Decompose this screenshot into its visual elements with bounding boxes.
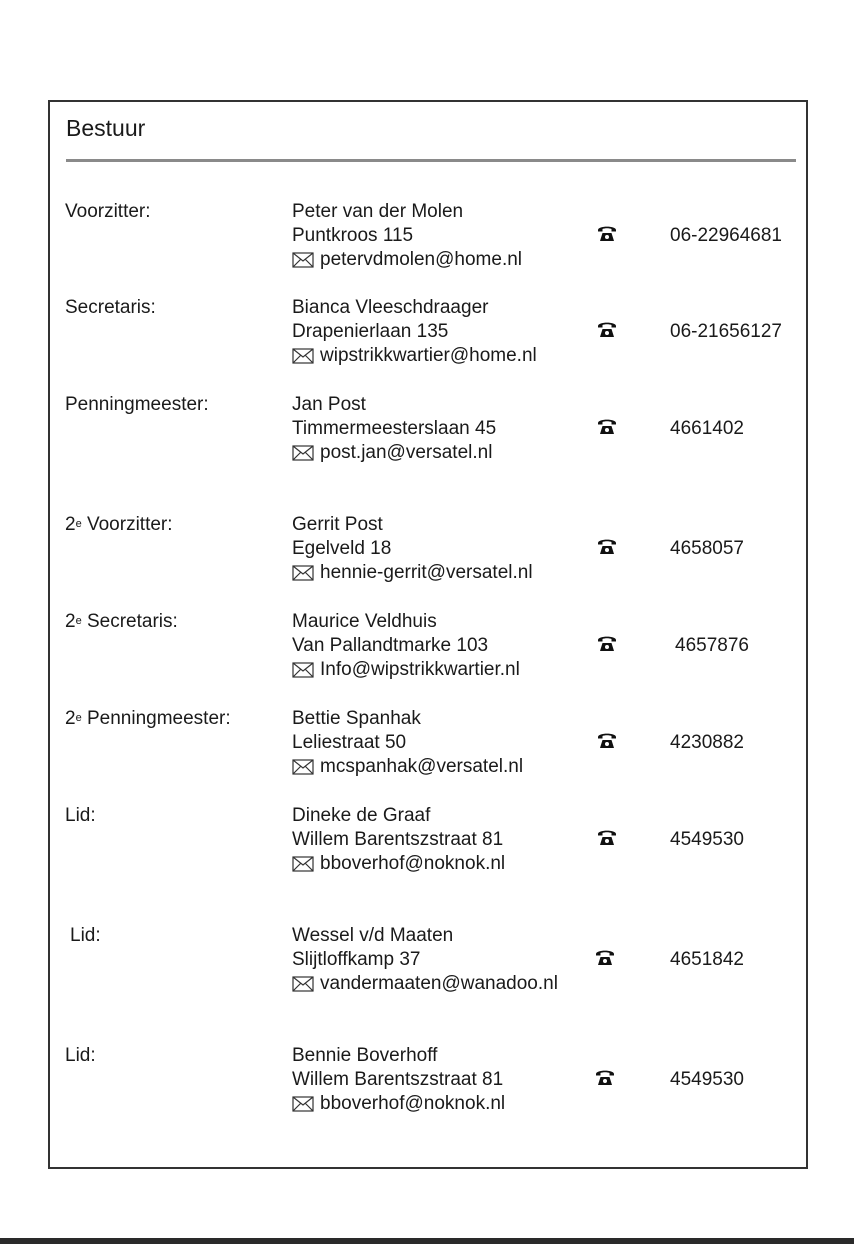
telephone-icon <box>597 224 617 242</box>
member-details <box>292 393 496 465</box>
member-name: Maurice Veldhuis <box>292 611 437 632</box>
envelope-icon <box>292 348 314 364</box>
page-bottom-edge <box>0 1238 854 1244</box>
member-entry <box>50 707 806 782</box>
member-email-row <box>292 658 520 682</box>
role-ordinal: 2 <box>65 611 76 632</box>
member-phone[interactable]: 06-21656127 <box>670 321 782 342</box>
member-phone[interactable]: 4657876 <box>675 635 749 656</box>
role-label: Secretaris: <box>65 297 156 318</box>
member-address: Slijtloffkamp 37 <box>292 949 421 970</box>
member-phone[interactable]: 4230882 <box>670 732 744 753</box>
member-address: Willem Barentszstraat 81 <box>292 829 504 850</box>
member-address: Willem Barentszstraat 81 <box>292 1069 504 1090</box>
member-role <box>65 707 231 731</box>
role-label: Lid: <box>65 805 96 826</box>
board-section-frame <box>48 100 808 1169</box>
member-details <box>292 200 522 272</box>
member-email-row <box>292 1092 505 1116</box>
member-phone[interactable]: 4549530 <box>670 1069 744 1090</box>
member-role <box>65 1044 96 1068</box>
member-email-row <box>292 755 523 779</box>
role-label: Penningmeester: <box>81 708 231 729</box>
member-details <box>292 610 520 682</box>
member-role <box>65 804 96 828</box>
member-email[interactable]: post.jan@versatel.nl <box>320 442 493 463</box>
member-details <box>292 513 533 585</box>
member-role <box>65 200 151 224</box>
envelope-icon <box>292 252 314 268</box>
member-phone[interactable]: 4658057 <box>670 538 744 559</box>
member-role <box>65 296 156 320</box>
member-email[interactable]: petervdmolen@home.nl <box>320 249 523 270</box>
member-entry <box>50 296 806 371</box>
member-email-row <box>292 344 537 368</box>
member-entry <box>50 924 806 999</box>
role-ordinal: 2 <box>65 708 76 729</box>
member-email[interactable]: mcspanhak@versatel.nl <box>320 756 524 777</box>
member-phone[interactable]: 06-22964681 <box>670 225 782 246</box>
member-address: Puntkroos 115 <box>292 225 414 246</box>
member-role <box>65 393 209 417</box>
role-label: Secretaris: <box>81 611 178 632</box>
envelope-icon <box>292 565 314 581</box>
member-details <box>292 924 558 996</box>
member-email-row <box>292 561 533 585</box>
member-name: Dineke de Graaf <box>292 805 431 826</box>
member-phone[interactable]: 4651842 <box>670 949 744 970</box>
member-email[interactable]: bboverhof@noknok.nl <box>320 853 506 874</box>
role-label: Lid: <box>65 1045 96 1066</box>
title-divider <box>66 159 796 162</box>
telephone-icon <box>595 1068 615 1086</box>
role-label: Lid: <box>70 925 101 946</box>
telephone-icon <box>595 948 615 966</box>
envelope-icon <box>292 445 314 461</box>
member-name: Peter van der Molen <box>292 201 464 222</box>
member-entry <box>50 200 806 275</box>
telephone-icon <box>597 537 617 555</box>
envelope-icon <box>292 662 314 678</box>
member-email[interactable]: vandermaaten@wanadoo.nl <box>320 973 558 994</box>
role-label: Voorzitter: <box>65 201 151 222</box>
member-name: Wessel v/d Maaten <box>292 925 454 946</box>
envelope-icon <box>292 976 314 992</box>
member-address: Timmermeesterslaan 45 <box>292 418 497 439</box>
telephone-icon <box>597 634 617 652</box>
envelope-icon <box>292 856 314 872</box>
member-email[interactable]: Info@wipstrikkwartier.nl <box>320 659 520 680</box>
role-ordinal-suffix: e <box>75 615 82 627</box>
member-role <box>65 513 173 537</box>
member-role <box>70 924 101 948</box>
member-details <box>292 1044 505 1116</box>
role-label: Voorzitter: <box>81 514 173 535</box>
member-phone[interactable]: 4661402 <box>670 418 744 439</box>
member-email-row <box>292 852 505 876</box>
member-email-row <box>292 441 496 465</box>
member-entry <box>50 393 806 468</box>
section-title: Bestuur <box>66 115 146 141</box>
role-label: Penningmeester: <box>65 394 209 415</box>
member-details <box>292 707 523 779</box>
member-entry <box>50 1044 806 1119</box>
member-name: Gerrit Post <box>292 514 383 535</box>
envelope-icon <box>292 1096 314 1112</box>
member-email[interactable]: bboverhof@noknok.nl <box>320 1093 506 1114</box>
member-name: Bennie Boverhoff <box>292 1045 438 1066</box>
member-email-row <box>292 972 558 996</box>
member-phone[interactable]: 4549530 <box>670 829 744 850</box>
member-address: Egelveld 18 <box>292 538 392 559</box>
member-details <box>292 296 537 368</box>
member-email[interactable]: hennie-gerrit@versatel.nl <box>320 562 533 583</box>
member-details <box>292 804 505 876</box>
telephone-icon <box>597 828 617 846</box>
member-address: Leliestraat 50 <box>292 732 407 753</box>
telephone-icon <box>597 731 617 749</box>
member-entry <box>50 610 806 685</box>
member-name: Jan Post <box>292 394 366 415</box>
member-email[interactable]: wipstrikkwartier@home.nl <box>320 345 537 366</box>
member-name: Bettie Spanhak <box>292 708 421 729</box>
telephone-icon <box>597 320 617 338</box>
role-ordinal-suffix: e <box>75 518 82 530</box>
member-address: Drapenierlaan 135 <box>292 321 449 342</box>
role-ordinal: 2 <box>65 514 76 535</box>
envelope-icon <box>292 759 314 775</box>
member-name: Bianca Vleeschdraager <box>292 297 489 318</box>
role-ordinal-suffix: e <box>75 712 82 724</box>
telephone-icon <box>597 417 617 435</box>
member-entry <box>50 513 806 588</box>
member-email-row <box>292 248 522 272</box>
member-role <box>65 610 178 634</box>
member-entry <box>50 804 806 879</box>
member-address: Van Pallandtmarke 103 <box>292 635 489 656</box>
